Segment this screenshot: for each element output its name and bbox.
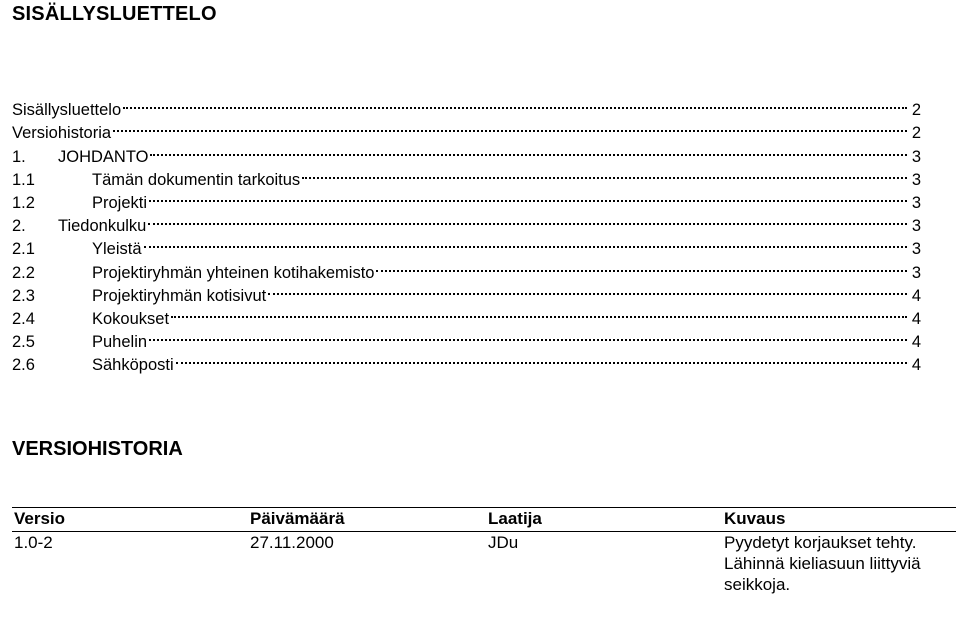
- toc-dot-leader: [171, 301, 907, 324]
- toc-entry[interactable]: [12, 115, 921, 143]
- toc-entry[interactable]: [12, 347, 921, 375]
- toc-entry-page-number: 3: [911, 170, 921, 189]
- toc-entry-number: 2.: [12, 217, 26, 236]
- toc-entry-title: Yleistä: [92, 240, 142, 259]
- column-header-version: Versio: [12, 508, 248, 532]
- toc-entry-title: Tämän dokumentin tarkoitus: [92, 170, 301, 189]
- toc-heading: SISÄLLYSLUETTELO: [12, 3, 217, 25]
- toc-entry-page-number: 4: [911, 286, 921, 305]
- cell-version: 1.0-2: [14, 533, 53, 552]
- toc-dot-leader: [268, 278, 907, 301]
- toc-entry-number: 2.6: [12, 356, 35, 375]
- column-header-date: Päivämäärä: [248, 508, 486, 532]
- toc-entry-title: Tiedonkulku: [58, 217, 147, 236]
- toc-dot-leader: [144, 231, 907, 254]
- cell-description: Pyydetyt korjaukset tehty. Lähinnä kieliasuun liittyviä seikkoja.: [724, 533, 921, 594]
- toc-dot-leader: [123, 92, 907, 115]
- toc-dot-leader: [302, 162, 907, 185]
- toc-entry-title: JOHDANTO: [58, 147, 149, 166]
- toc-dot-leader: [149, 324, 907, 347]
- toc-entry-page-number: 3: [911, 217, 921, 236]
- toc-entry-title: Projektiryhmän yhteinen kotihakemisto: [92, 263, 375, 282]
- toc-entry-page-number: 4: [911, 356, 921, 375]
- column-header-author: Laatija: [486, 508, 722, 532]
- toc-entry-number: 2.5: [12, 333, 35, 352]
- toc-entry-title: Projektiryhmän kotisivut: [92, 286, 267, 305]
- toc-entry[interactable]: [12, 185, 921, 212]
- toc-dot-leader: [376, 254, 907, 277]
- toc-dot-leader: [148, 208, 907, 231]
- toc-entry[interactable]: [12, 92, 921, 120]
- toc-entry-page-number: 3: [911, 193, 921, 212]
- toc-entry-title: Puhelin: [92, 333, 148, 352]
- toc-entry-title: Projekti: [92, 193, 148, 212]
- toc-entry-page-number: 4: [911, 333, 921, 352]
- toc-entry-page-number: 3: [911, 147, 921, 166]
- table-of-contents: [12, 92, 921, 375]
- toc-entry-page-number: 2: [911, 124, 921, 143]
- cell-author: JDu: [488, 533, 519, 552]
- toc-entry-title: Kokoukset: [92, 309, 170, 328]
- toc-entry-page-number: 3: [911, 263, 921, 282]
- toc-entry-page-number: 4: [911, 309, 921, 328]
- toc-dot-leader: [149, 185, 907, 208]
- toc-entry-number: 2.2: [12, 263, 35, 282]
- toc-entry[interactable]: [12, 231, 921, 259]
- toc-dot-leader: [113, 115, 907, 138]
- toc-entry-number: 2.4: [12, 309, 35, 328]
- toc-dot-leader: [176, 347, 907, 370]
- toc-entry-title: Versiohistoria: [12, 124, 112, 143]
- toc-entry-number: 2.3: [12, 286, 35, 305]
- toc-entry-number: 1.: [12, 147, 26, 166]
- toc-entry[interactable]: [12, 208, 921, 236]
- table-row: [12, 532, 956, 596]
- toc-entry-page-number: 2: [911, 101, 921, 120]
- toc-entry-number: 1.2: [12, 193, 35, 212]
- version-history-table: [12, 507, 956, 595]
- table-header-row: [12, 508, 956, 532]
- toc-entry-title: Sähköposti: [92, 356, 174, 375]
- toc-entry-page-number: 3: [911, 240, 921, 259]
- toc-dot-leader: [150, 138, 907, 161]
- toc-entry[interactable]: [12, 138, 921, 166]
- column-header-description: Kuvaus: [722, 508, 956, 532]
- toc-entry-number: 2.1: [12, 240, 35, 259]
- cell-date: 27.11.2000: [250, 533, 334, 552]
- toc-entry[interactable]: [12, 254, 921, 282]
- toc-entry-title: Sisällysluettelo: [12, 101, 122, 120]
- version-history-heading: VERSIOHISTORIA: [12, 438, 183, 460]
- toc-entry-number: 1.1: [12, 170, 35, 189]
- toc-entry[interactable]: [12, 324, 921, 352]
